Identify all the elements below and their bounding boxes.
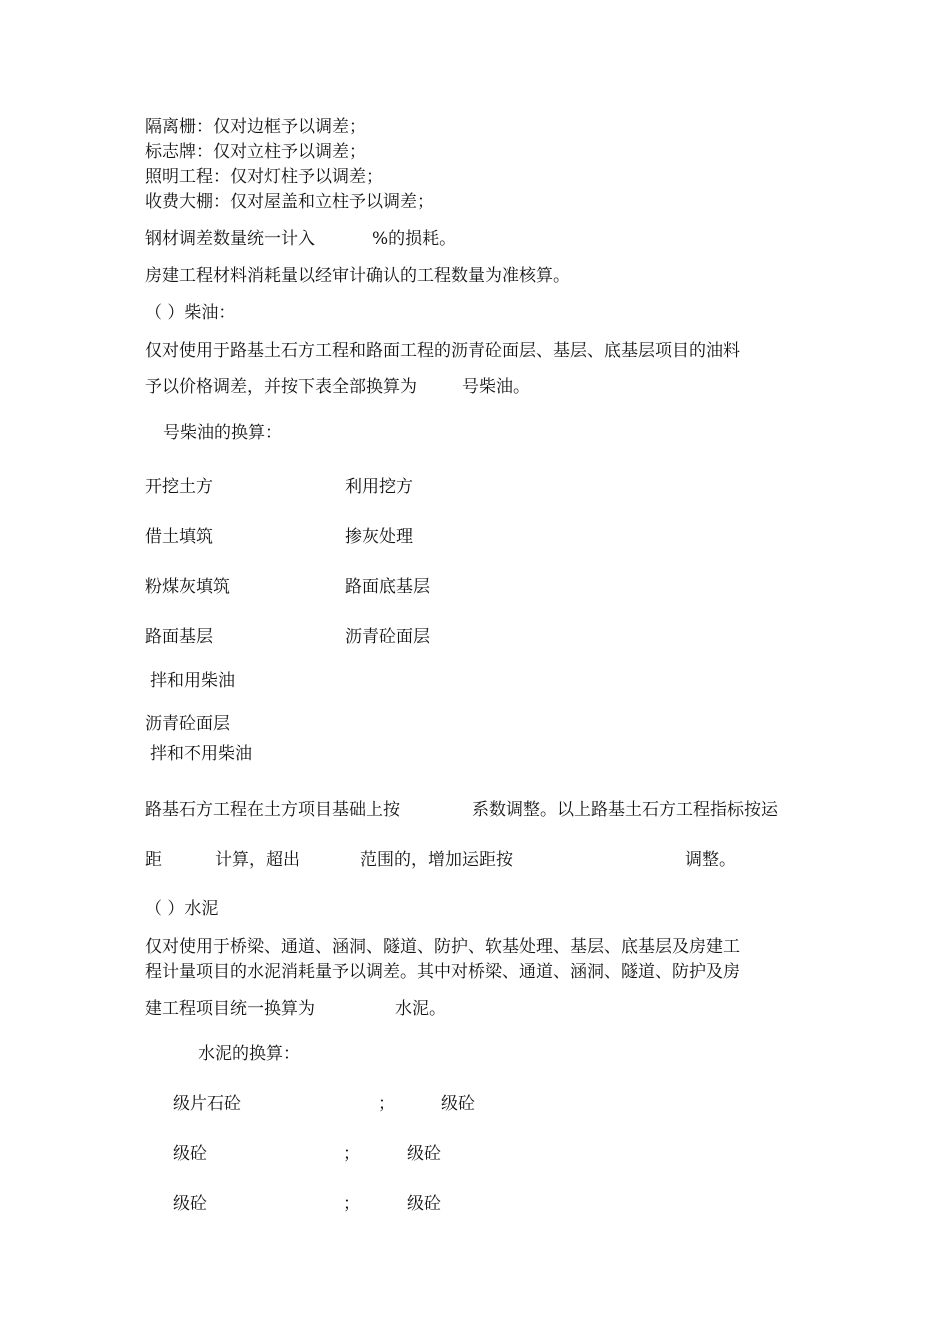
grade-row-2-a: 级砼 (173, 1144, 207, 1164)
item-mixing-no-diesel: 拌和不用柴油 (150, 744, 252, 764)
grade-row-1-a: 级片石砼 (173, 1094, 241, 1114)
grade-row-1-b: 级砼 (441, 1094, 475, 1114)
text-cement-scope-2: 程计量项目的水泥消耗量予以调差。其中对桥梁、通道、涵洞、隧道、防护及房 (145, 962, 740, 982)
text-haul-b: 计算，超出 (215, 850, 300, 870)
section-heading-cement: （ ）水泥 (145, 899, 219, 919)
text-steel-loss-b: %的损耗。 (372, 229, 457, 249)
item-mixing-diesel: 拌和用柴油 (150, 671, 235, 691)
text-cement-scope-3a: 建工程项目统一换算为 (145, 999, 315, 1019)
text-rock-b: 系数调整。以上路基土石方工程指标按运 (472, 800, 778, 820)
text-haul-d: 调整。 (685, 850, 736, 870)
grade-row-2-sep: ； (343, 1144, 360, 1164)
section-heading-diesel: （ ）柴油： (145, 303, 236, 323)
text-cement-conversion-heading: 水泥的换算： (198, 1044, 300, 1064)
text-diesel-scope-1: 仅对使用于路基土石方工程和路面工程的沥青砼面层、基层、底基层项目的油料 (145, 341, 740, 361)
item-use-excavation: 利用挖方 (345, 477, 413, 497)
item-asphalt-surface-2: 沥青砼面层 (145, 714, 230, 734)
grade-row-1-sep: ； (378, 1094, 395, 1114)
item-excavation: 开挖土方 (145, 477, 213, 497)
text-diesel-scope-2b: 号柴油。 (462, 377, 530, 397)
item-flyash-fill: 粉煤灰填筑 (145, 577, 230, 597)
grade-row-3-b: 级砼 (407, 1194, 441, 1214)
item-base: 路面基层 (145, 627, 213, 647)
item-lime-treatment: 掺灰处理 (345, 527, 413, 547)
text-line-fence: 隔离栅：仅对边框予以调差； (145, 117, 366, 137)
text-building-materials: 房建工程材料消耗量以经审计确认的工程数量为准核算。 (145, 266, 570, 286)
text-diesel-conversion-heading: 号柴油的换算： (163, 423, 282, 443)
text-haul-a: 距 (145, 850, 162, 870)
text-steel-loss-a: 钢材调差数量统一计入 (145, 229, 315, 249)
text-line-lighting: 照明工程：仅对灯柱予以调差； (145, 167, 383, 187)
text-line-sign: 标志牌：仅对立柱予以调差； (145, 142, 366, 162)
item-borrow-fill: 借土填筑 (145, 527, 213, 547)
grade-row-3-a: 级砼 (173, 1194, 207, 1214)
text-cement-scope-3b: 水泥。 (395, 999, 446, 1019)
text-diesel-scope-2a: 予以价格调差，并按下表全部换算为 (145, 377, 417, 397)
grade-row-3-sep: ； (343, 1194, 360, 1214)
text-haul-c: 范围的，增加运距按 (360, 850, 513, 870)
text-cement-scope-1: 仅对使用于桥梁、通道、涵洞、隧道、防护、软基处理、基层、底基层及房建工 (145, 937, 740, 957)
text-line-toll-canopy: 收费大棚：仅对屋盖和立柱予以调差； (145, 192, 434, 212)
grade-row-2-b: 级砼 (407, 1144, 441, 1164)
text-rock-a: 路基石方工程在土方项目基础上按 (145, 800, 400, 820)
item-asphalt-surface: 沥青砼面层 (345, 627, 430, 647)
item-subbase: 路面底基层 (345, 577, 430, 597)
